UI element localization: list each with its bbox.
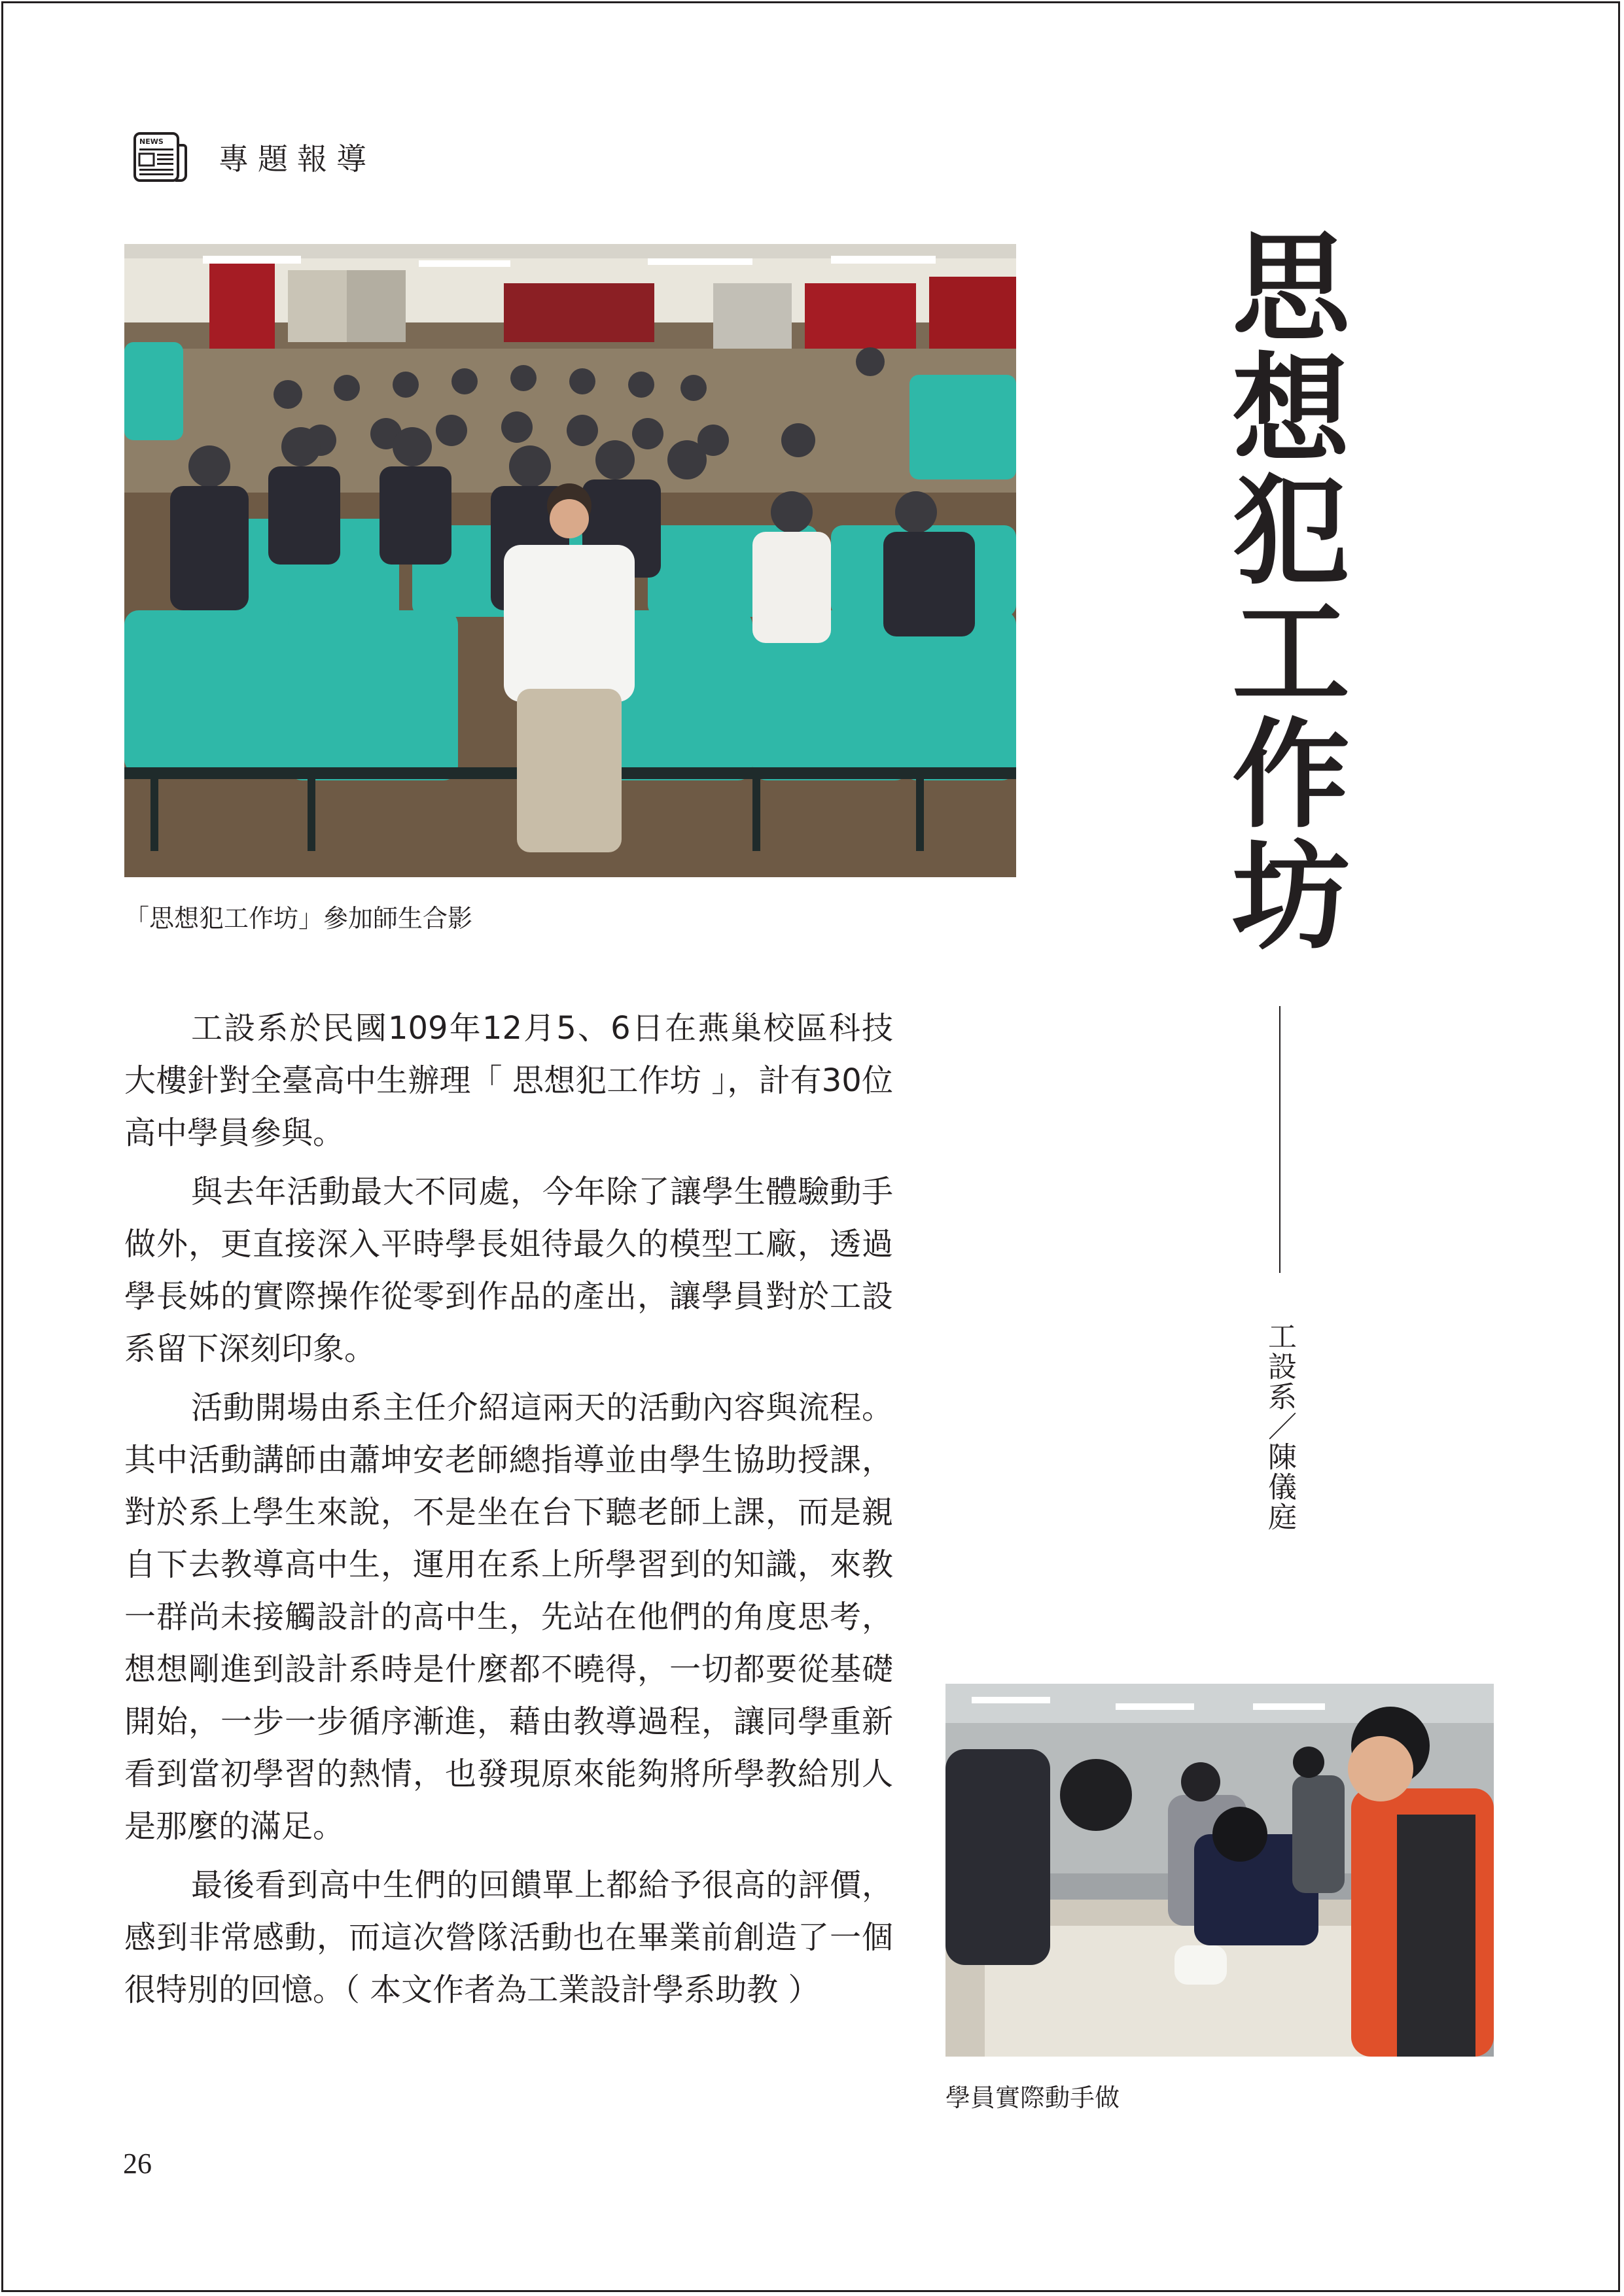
article-title: 思想犯工作坊 — [1212, 226, 1350, 956]
page-header — [131, 128, 376, 186]
paragraph: 最後看到高中生們的回饋單上都給予很高的評價，感到非常感動，而這次營隊活動也在畢業前創造了一個很特別的回憶。（ 本文作者為工業設計學系助教 ） — [124, 1867, 893, 2008]
section-title: 專題報導 — [219, 141, 376, 177]
title-divider — [1279, 1006, 1280, 1273]
paragraph: 工設系於民國109年12月5、6日在燕巢校區科技大樓針對全臺高中生辦理「 思想犯工作坊 」，計有30位高中學員參與。 — [124, 1010, 893, 1151]
page-number: 26 — [123, 2148, 152, 2180]
workshop-photo — [945, 1684, 1494, 2057]
newspaper-icon — [131, 131, 187, 183]
paragraph: 活動開場由系主任介紹這兩天的活動內容與流程。其中活動講師由蕭坤安老師總指導並由學生協助授課，對於系上學生來說，不是坐在台下聽老師上課，而是親自下去教導高中生，運用在系上所學習到的知識，來教一群尚未接觸設計的高中生，先站在他們的角度思考，想想剛進到設計系時是什麼都不曉得，一切都要從基礎開始，一步一步循序漸進，藉由教導過程，讓同學重新看到當初學習的熱情，也發現原來能夠將所學教給別人是那麼的滿足。 — [124, 1389, 893, 1845]
svg-text:NEWS: NEWS — [139, 137, 164, 146]
paragraph: 與去年活動最大不同處，今年除了讓學生體驗動手做外，更直接深入平時學長姐待最久的模型工廠，透過學長姊的實際操作從零到作品的產出，讓學員對於工設系留下深刻印象。 — [124, 1174, 893, 1367]
group-photo — [124, 244, 1016, 877]
article-body — [124, 1002, 893, 2023]
article-author: 工設系／陳儀庭 — [1263, 1321, 1296, 1532]
workshop-photo-caption: 學員實際動手做 — [945, 2083, 1120, 2112]
main-photo-caption: 「思想犯工作坊」參加師生合影 — [124, 904, 473, 933]
